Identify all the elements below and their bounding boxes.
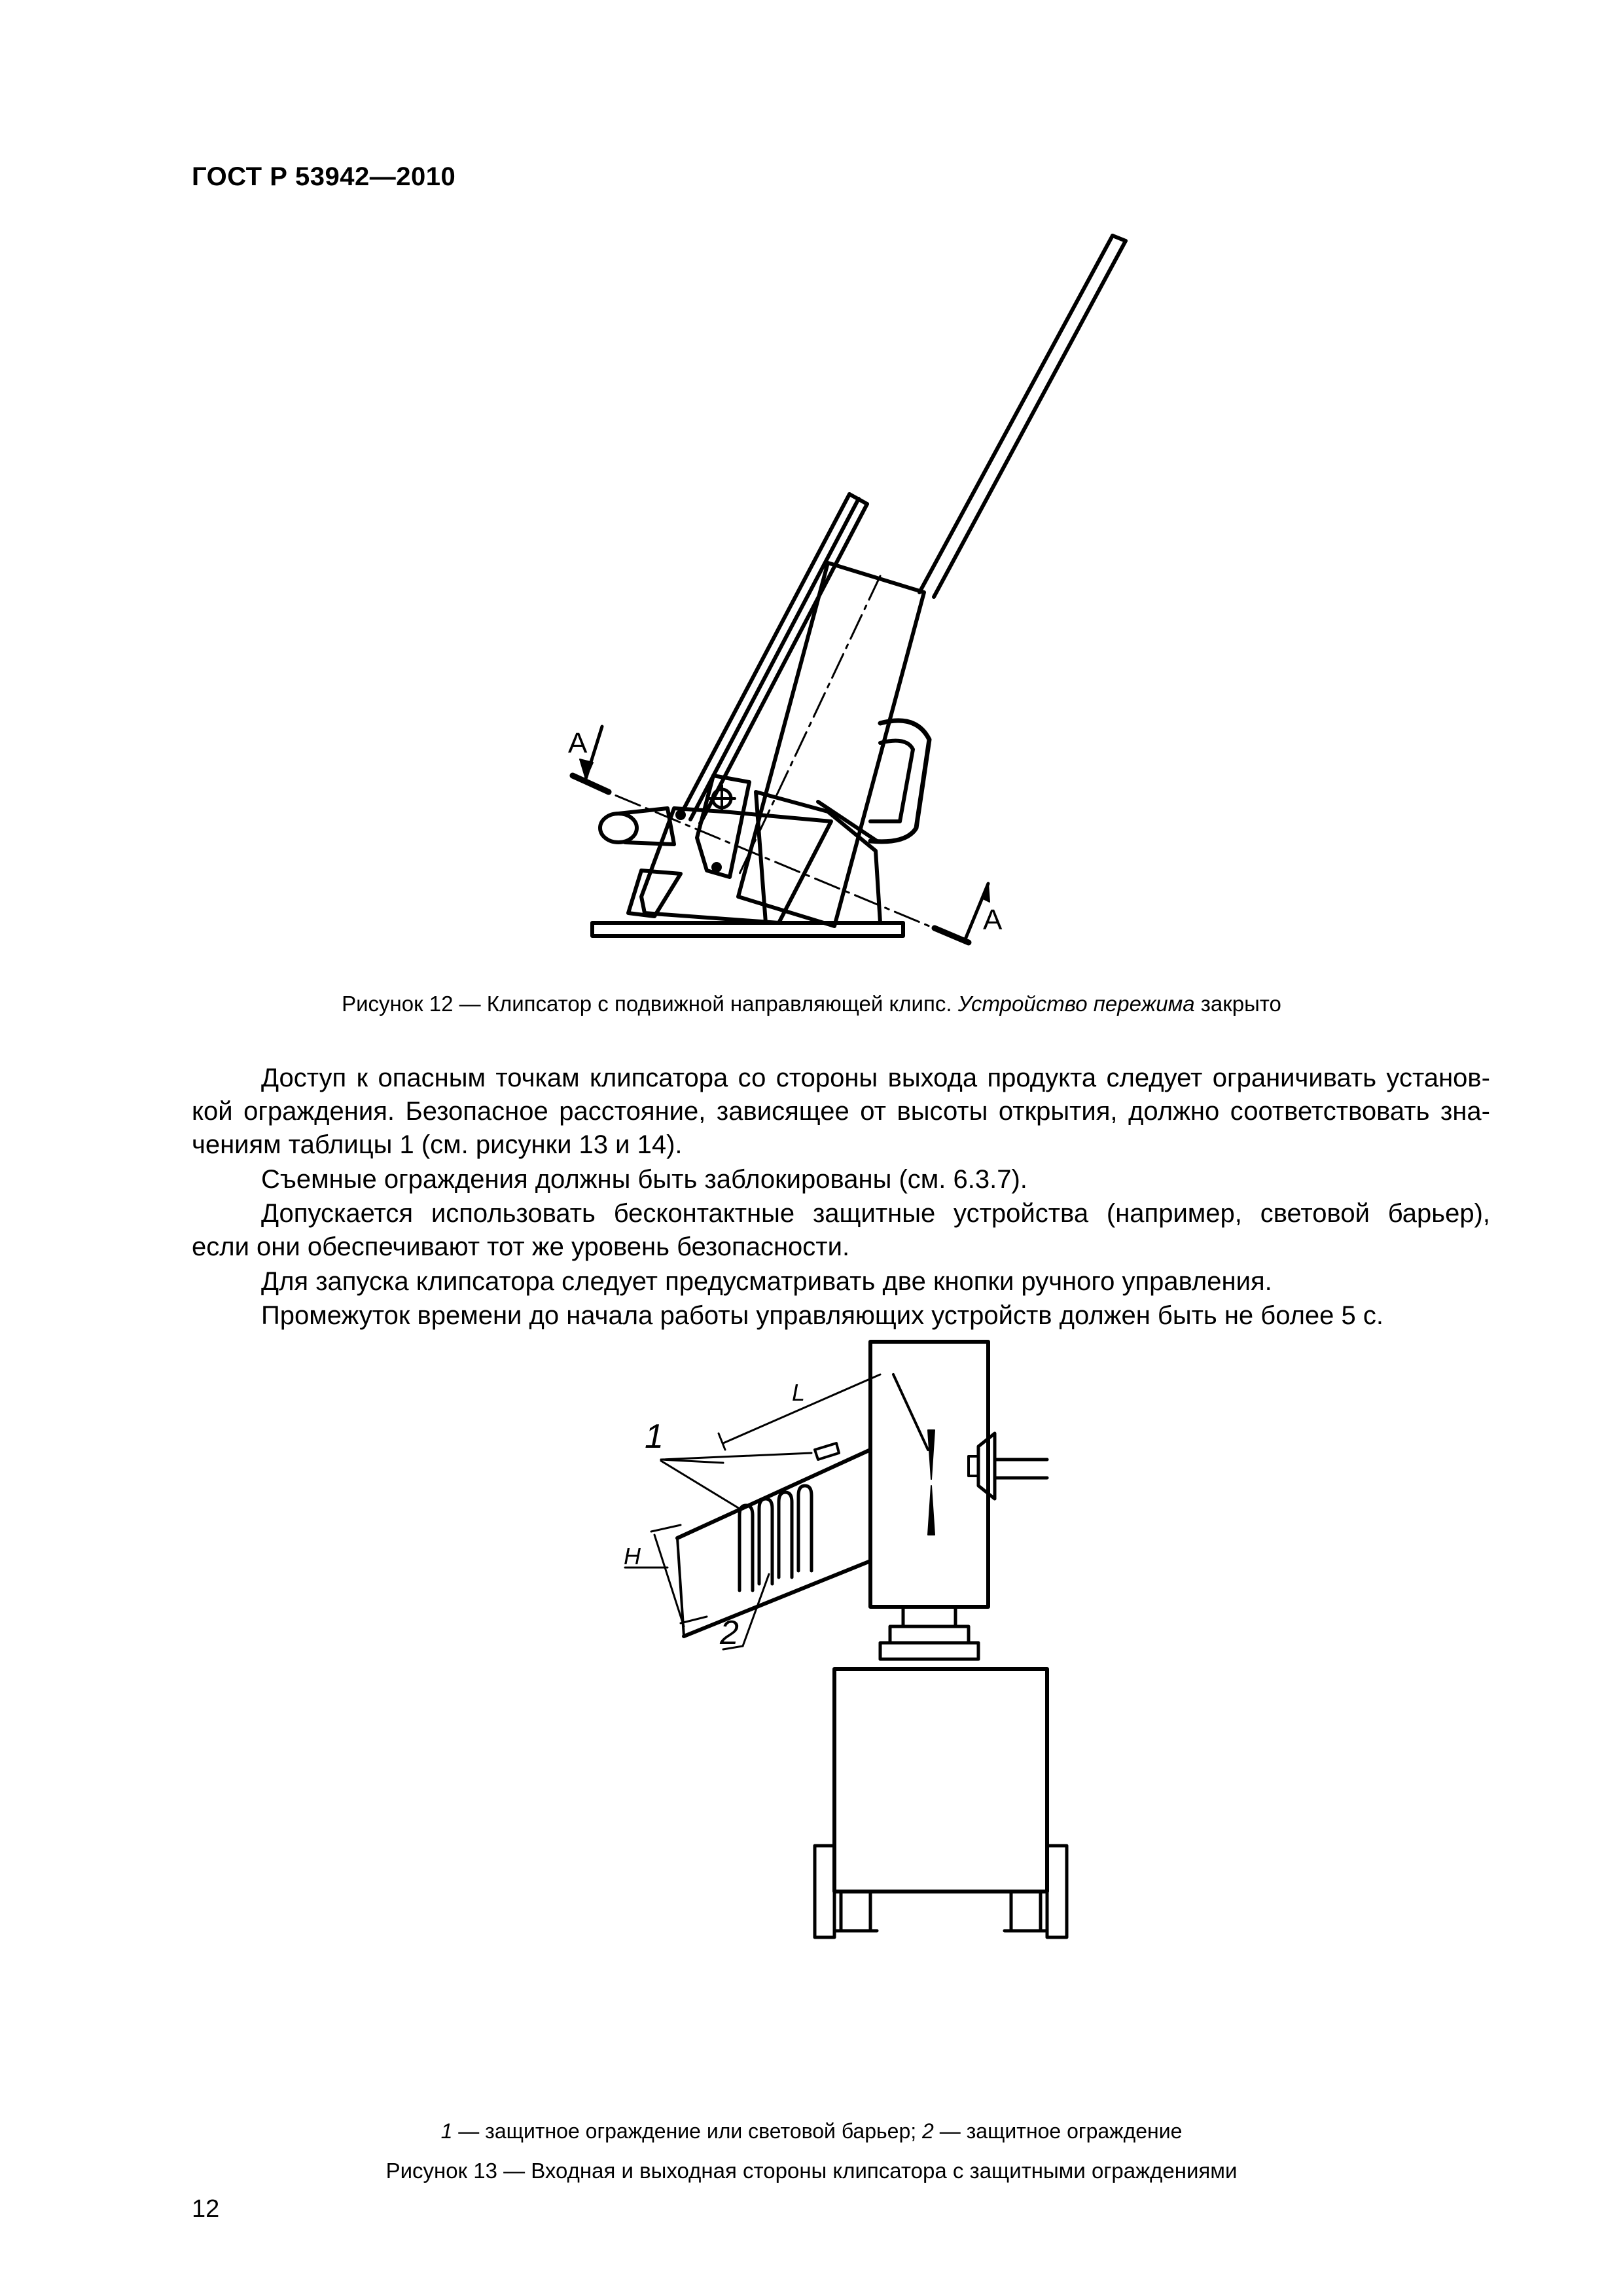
callout-label-2: 2 xyxy=(720,1614,739,1652)
page-number: 12 xyxy=(192,2195,220,2223)
legend-2-number: 2 xyxy=(922,2119,934,2143)
paragraph-1-line-2: кой ограждения. Безопасное расстояние, зависящее от высоты открытия, должно соответствовать зна- xyxy=(192,1097,1490,1126)
legend-2-text: — защитное ограждение xyxy=(939,2119,1183,2143)
paragraph-4: Для запуска клипсатора следует предусматривать две кнопки ручного управления. xyxy=(261,1267,1272,1296)
dimension-label-h: H xyxy=(624,1543,641,1570)
paragraph-1-line-3: чениям таблицы 1 (см. рисунки 13 и 14). xyxy=(192,1130,683,1159)
figure-13-caption: Рисунок 13 — Входная и выходная стороны клипсатора с защитными ограждениями xyxy=(385,2159,1238,2183)
legend-1-number: 1 xyxy=(440,2119,453,2143)
section-label-a-top: А xyxy=(568,727,588,759)
figure-12-caption-italic: Устройство пережима xyxy=(957,992,1195,1016)
figure-12-caption xyxy=(0,992,1623,1016)
paragraph-3 xyxy=(192,1197,1490,1264)
figure-13-drawing xyxy=(0,1309,1623,1996)
figure-12-drawing xyxy=(0,0,1623,982)
paragraph-5: Промежуток времени до начала работы управляющих устройств должен быть не более 5 с. xyxy=(261,1301,1383,1330)
paragraph-2: Съемные ограждения должны быть заблокированы (см. 6.3.7). xyxy=(261,1165,1027,1194)
figure-12-caption-suffix: закрыто xyxy=(1200,992,1281,1016)
paragraph-1 xyxy=(192,1062,1490,1162)
dimension-label-l: L xyxy=(792,1379,806,1406)
legend-1-text: — защитное ограждение или световой барьер; xyxy=(458,2119,917,2143)
section-label-a-bottom: А xyxy=(983,904,1003,936)
document-header: ГОСТ Р 53942—2010 xyxy=(192,162,456,191)
paragraph-3-line-2: если они обеспечивают тот же уровень безопасности. xyxy=(192,1232,850,1261)
figure-12-caption-prefix: Рисунок 12 — Клипсатор с подвижной направляющей клипс. xyxy=(342,992,952,1016)
paragraph-3-line-1: Допускается использовать бесконтактные защитные устройства (например, световой барьер), xyxy=(261,1199,1490,1228)
callout-label-1: 1 xyxy=(645,1418,664,1456)
paragraph-1-line-1: Доступ к опасным точкам клипсатора со стороны выхода продукта следует ограничивать установ- xyxy=(261,1064,1490,1092)
figure-13-legend xyxy=(0,2119,1623,2144)
